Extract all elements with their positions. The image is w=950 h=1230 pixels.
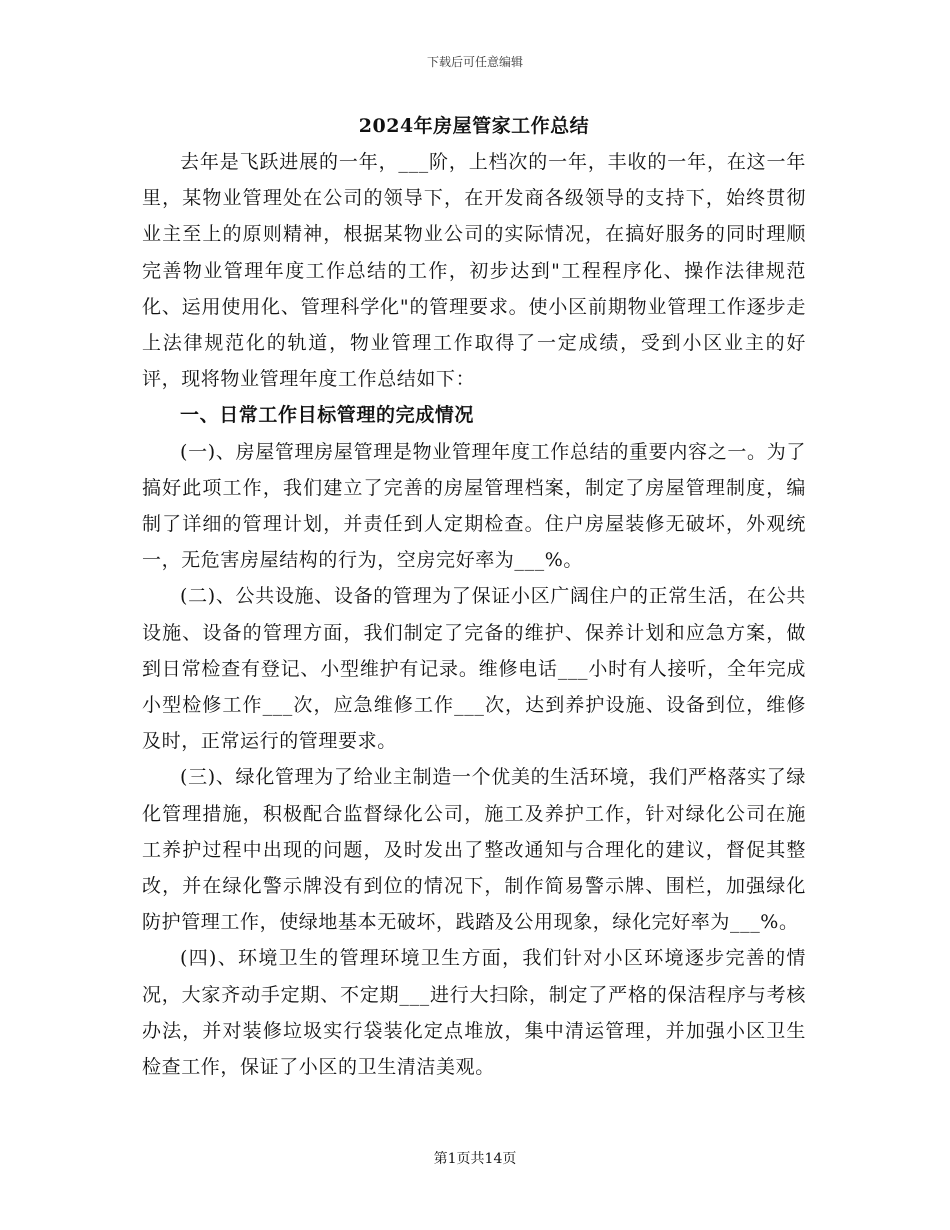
paragraph-greening-management: (三)、绿化管理为了给业主制造一个优美的生活环境，我们严格落实了绿化管理措施，积极配合监督绿化公司，施工及养护工作，针对绿化公司在施工养护过程中出现的问题，及时发出了整改通知与合理化的建议，督促其整改，并在绿化警示牌没有到位的情况下，制作简易警示牌、围栏，加强绿化防护管理工作，使绿地基本无破坏，践踏及公用现象，绿化完好率为___%。 (142, 766, 806, 934)
document-title: 2024年房屋管家工作总结 (358, 115, 590, 137)
intro-paragraph: 去年是飞跃进展的一年，___阶，上档次的一年，丰收的一年，在这一年里，某物业管理处在公司的领导下，在开发商各级领导的支持下，始终贯彻业主至上的原则精神，根据某物业公司的实际情况，在搞好服务的同时理顺完善物业管理年度工作总结的工作，初步达到"工程程序化、操作法律规范化、运用使用化、管理科学化"的管理要求。使小区前期物业管理工作逐步走上法律规范化的轨道，物业管理工作取得了一定成绩，受到小区业主的好评，现将物业管理年度工作总结如下： (142, 151, 806, 391)
paragraph-housing-management: (一)、房屋管理房屋管理是物业管理年度工作总结的重要内容之一。为了搞好此项工作，我们建立了完善的房屋管理档案，制定了房屋管理制度，编制了详细的管理计划，并责任到人定期检查。住户房屋装修无破坏，外观统一，无危害房屋结构的行为，空房完好率为___%。 (142, 440, 806, 572)
paragraph-public-facilities: (二)、公共设施、设备的管理为了保证小区广阔住户的正常生活，在公共设施、设备的管理方面，我们制定了完备的维护、保养计划和应急方案，做到日常检查有登记、小型维护有记录。维修电话___小时有人接听，全年完成小型检修工作___次，应急维修工作___次，达到养护设施、设备到位，维修及时，正常运行的管理要求。 (142, 585, 806, 753)
paragraph-sanitation-management: (四)、环境卫生的管理环境卫生方面，我们针对小区环境逐步完善的情况，大家齐动手定期、不定期___进行大扫除，制定了严格的保洁程序与考核办法，并对装修垃圾实行袋装化定点堆放，集中清运管理，并加强小区卫生检查工作，保证了小区的卫生清洁美观。 (142, 947, 806, 1079)
document-body (142, 108, 806, 1085)
page-number: 第1页共14页 (433, 1151, 517, 1167)
section-heading: 一、日常工作目标管理的完成情况 (180, 404, 475, 427)
header-note: 下载后可任意编辑 (426, 55, 523, 69)
